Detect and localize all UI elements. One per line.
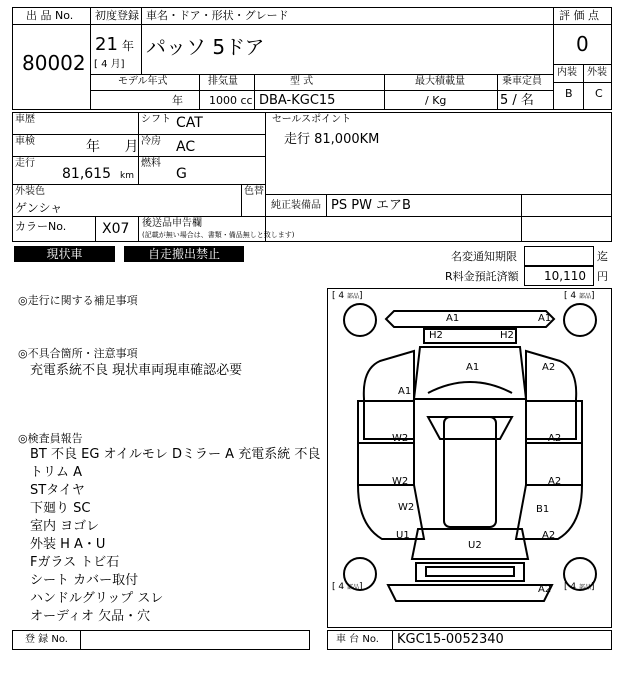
ac-label: 冷房 — [141, 136, 161, 147]
sales-point: 走行 81,000KM — [284, 132, 380, 147]
mark-back-door: U2 — [468, 540, 482, 551]
car-info-label: 車名・ドア・形状・グレード — [146, 9, 289, 22]
exterior-color: ゲンシャ — [15, 201, 63, 215]
inspector-line: トリム A — [30, 465, 83, 480]
mark-rear-bumper: A2 — [538, 584, 552, 595]
defects-text: 充電系統不良 現状車両現車確認必要 — [30, 363, 243, 378]
mark-right-rear-door: A2 — [548, 476, 562, 487]
mark-right-fender: A2 — [542, 362, 556, 373]
mark-front-left-bumper: A1 — [446, 313, 460, 324]
no-self-drive-badge: 自走搬出禁止 — [124, 246, 244, 262]
mileage-value: 81,615 — [62, 166, 111, 182]
car-diagram-frame — [327, 288, 612, 628]
equipment-label: 純正装備品 — [271, 200, 321, 211]
displacement-label: 排気量 — [208, 76, 238, 87]
max-load-label: 最大積載量 — [415, 76, 465, 87]
color-no-label: カラーNo. — [15, 220, 67, 233]
recycle-label: R料金預託済額 — [445, 270, 519, 283]
fuel-value: G — [176, 166, 187, 182]
capacity: 5 / 名 — [500, 93, 534, 108]
score-value: 0 — [576, 32, 589, 56]
mark-right-quarter: B1 — [536, 504, 550, 515]
car-outline — [328, 289, 611, 627]
first-reg-label: 初度登録 — [95, 9, 139, 22]
interior-label: 内装 — [557, 67, 577, 78]
capacity-label: 乗車定員 — [502, 76, 542, 87]
lot-number: 80002 — [22, 51, 86, 75]
mark-left-rear-door: W2 — [392, 476, 409, 487]
mark-right-rocker: A2 — [542, 530, 556, 541]
equipment: PS PW エアB — [331, 198, 411, 213]
ac-value: AC — [176, 139, 196, 155]
car-name: パッソ 5ドア — [146, 35, 265, 59]
exterior-grade: C — [595, 87, 603, 100]
inspector-line: 外装 H A・U — [30, 537, 106, 552]
tire-label-rr: [ 4 部品] — [564, 582, 595, 592]
score-label: 評 価 点 — [559, 9, 599, 22]
inspector-line: オーディオ 欠品・穴 — [30, 609, 151, 624]
history-label: 車歴 — [15, 114, 35, 125]
name-change-label: 名変通知期限 — [451, 250, 517, 263]
shift-label: シフト — [141, 114, 171, 125]
reg-no-label: 登 録 No. — [25, 634, 68, 645]
tire-label-fr: [ 4 部品] — [564, 291, 595, 301]
recycle-unit: 円 — [597, 270, 608, 283]
shift-value: CAT — [176, 115, 203, 131]
inspector-title: ◎検査員報告 — [18, 432, 83, 445]
mark-front-right-bumper: A1 — [538, 313, 552, 324]
inspector-line: 室内 ヨゴレ — [30, 519, 100, 534]
mark-hood: A1 — [466, 362, 480, 373]
name-change-unit: 迄 — [597, 250, 608, 263]
model-year-unit: 年 — [172, 94, 183, 107]
inspector-line: ハンドルグリップ スレ — [30, 591, 164, 606]
mark-left-front-door: W2 — [392, 433, 409, 444]
inspection-label: 車検 — [15, 136, 35, 147]
max-load: / Kg — [425, 94, 447, 107]
mark-right-front-door: A2 — [548, 433, 562, 444]
mileage-unit: km — [120, 171, 134, 181]
mark-left-fender: A1 — [398, 386, 412, 397]
name-change-box — [524, 246, 594, 266]
inspector-line: 下廻り SC — [30, 501, 91, 516]
tire-label-fl: [ 4 部品] — [332, 291, 363, 301]
inspector-line: シート カバー取付 — [30, 573, 139, 588]
mark-left-quarter: W2 — [398, 502, 415, 513]
type-code: DBA-KGC15 — [259, 93, 336, 108]
first-reg-month: [ 4 月] — [94, 59, 125, 70]
chassis-label: 車 台 No. — [336, 634, 379, 645]
displacement: 1000 cc — [209, 94, 253, 107]
aftermarket-label: 後送品申告欄 — [142, 218, 202, 229]
current-state-badge: 現状車 — [14, 246, 115, 262]
exterior-color-label: 外装色 — [15, 186, 45, 197]
exterior-label: 外装 — [587, 67, 607, 78]
aftermarket-note: (記載が無い場合は、書類・備品無しと致します) — [142, 231, 295, 239]
mark-left-rocker: U1 — [396, 530, 410, 541]
recycle-amount: 10,110 — [544, 269, 586, 283]
tire-front-right-icon — [564, 304, 596, 336]
fuel-label: 燃料 — [141, 158, 161, 169]
sales-point-label: セールスポイント — [272, 114, 352, 125]
lot-no-label: 出 品 No. — [26, 9, 74, 22]
mark-headlight-left: H2 — [429, 330, 443, 341]
tire-front-left-icon — [344, 304, 376, 336]
defects-title: ◎不具合箇所・注意事項 — [18, 347, 138, 360]
type-label: 型 式 — [290, 76, 314, 87]
inspector-line: Fガラス トビ石 — [30, 555, 120, 570]
inspector-line: STタイヤ — [30, 483, 85, 498]
chassis-number: KGC15-0052340 — [397, 632, 504, 647]
mark-headlight-right: H2 — [500, 330, 514, 341]
color-no: X07 — [102, 221, 130, 237]
first-reg-year: 21 — [95, 34, 118, 55]
interior-grade: B — [565, 87, 573, 100]
inspection-value: 年 月 — [86, 139, 139, 155]
mileage-label: 走行 — [15, 158, 35, 169]
color-change-label: 色替 — [244, 186, 264, 197]
driving-notes-title: ◎走行に関する補足事項 — [18, 294, 138, 307]
tire-label-rl: [ 4 部品] — [332, 582, 363, 592]
inspector-line: BT 不良 EG オイルモレ Dミラー A 充電系統 不良 — [30, 447, 321, 462]
year-unit: 年 — [122, 39, 135, 53]
model-year-label: モデル年式 — [118, 76, 168, 87]
